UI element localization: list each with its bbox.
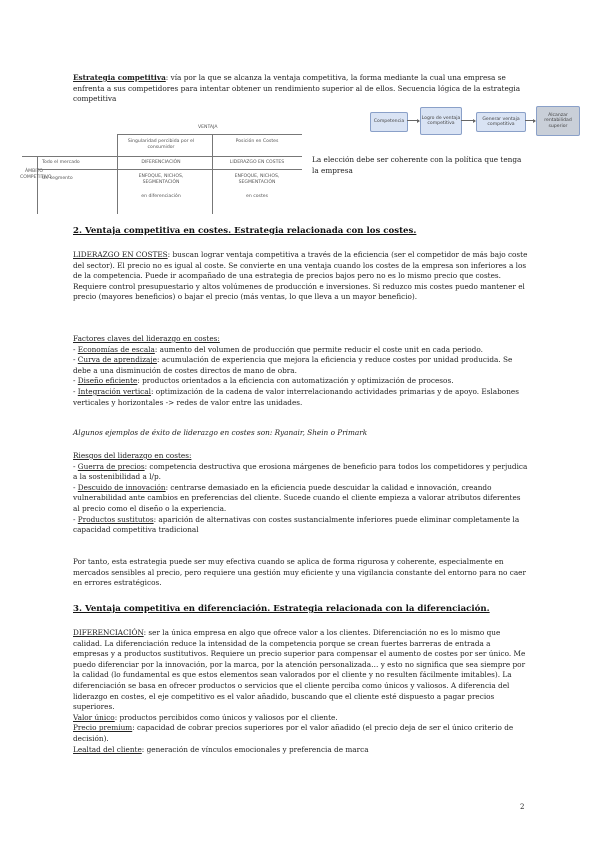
list-item: - Descuido de innovación: centrarse demasiado en la eficiencia puede descuidar la calidad e innovación, creando vulnerabilidad ante cambios en preferencias del cliente. Sucede cuando el cliente empieza a valorar atributos diferentes al precio como el diseño o la experiencia. (73, 482, 521, 513)
factor-text: : acumulación de experiencia que mejora la eficiencia y reduce costes por unidad producida. Se debe a una disminución de costes directos de mano de obra. (73, 355, 513, 375)
diagram-arrow-icon (407, 120, 419, 121)
competitive-strategy-table (22, 122, 302, 217)
list-item: - Economías de escala: aumento del volumen de producción que permite reducir el coste unit en cada periodo. (73, 344, 483, 354)
section2-lead (73, 250, 528, 303)
risk-text: : centrarse demasiado en la eficiencia puede descuidar la calidad e innovación, creando vulnerabilidad ante cambios en preferencias del cliente. Sucede cuando el cliente empieza a valorar atributos diferentes al precio como el diseño o la experiencia. (73, 482, 521, 513)
list-item: - Integración vertical: optimización de la cadena de valor interrelacionando actividades primarias y de apoyo. Eslabones verticales y horizontales -> redes de valor entre las unidades. (73, 386, 519, 407)
section2-conclusion: Por tanto, esta estrategia puede ser muy efectiva cuando se aplica de forma rigurosa y coherente, especialmente en mercados sensibles al precio, pero requiere una gestión muy eficiente y una vigilancia constante del entorno para no caer en errores estratégicos. (73, 557, 526, 588)
list-item (73, 723, 528, 744)
risk-text: : aparición de alternativas con costes sustancialmente inferiores puede eliminar completamente la capacidad competitiva tradicional (73, 514, 520, 535)
risk-term: Descuido de innovación (77, 482, 166, 492)
item-text: : generación de vínculos emocionales y preferencia de marca (141, 744, 369, 754)
diagram-arrow-icon (461, 120, 475, 121)
table-row-axis: ÁMBITO COMPETITIVO (20, 169, 52, 180)
list-item: - Guerra de precios: competencia destructiva que erosiona márgenes de beneficio para todos los competidores y perjudica a la sostenibilidad a l/p. (73, 461, 528, 482)
examples-line: Algunos ejemplos de éxito de liderazgo en costes son: Ryanair, Shein o Primark (73, 428, 368, 437)
risk-term: Guerra de precios (77, 461, 145, 471)
section3-lead-term: DIFERENCIACIÓN (73, 628, 144, 637)
factor-text: : productos orientados a la eficiencia con automatización y optimización de procesos. (137, 376, 454, 386)
strategy-sequence-diagram (362, 106, 582, 136)
table-row2-c1: ENFOQUE, NICHOS, SEGMENTACIÓN (138, 174, 184, 185)
table-row2-c2: ENFOQUE, NICHOS, SEGMENTACIÓN (234, 174, 280, 185)
factor-term: Economías de escala (77, 344, 155, 354)
list-item: - Diseño eficiente: productos orientados a la eficiencia con automatización y optimización de procesos. (73, 376, 454, 386)
table-row3-c2: en costes (246, 194, 268, 199)
factor-text: : aumento del volumen de producción que permite reducir el coste unit en cada periodo. (154, 344, 483, 354)
diagram-box-1: Competencia (370, 112, 408, 132)
factor-term: Integración vertical (77, 386, 151, 396)
item-text: : productos percibidos como únicos y valiosos por el cliente. (114, 712, 338, 722)
section3-lead-text: : ser la única empresa en algo que ofrece valor a los clientes. Diferenciación no es lo mismo que calidad. La diferenciación reduce la intensidad de la competencia porque se crean fuertes barreras de entrada a empresas y a productos sustitutivos. Requiere un precio superior para compensar el aumento de costes por ser único. Me puedo diferenciar por la innovación, por la marca, por la atención personalizada… y esto no significa que sea siempre por la calidad (lo fundamental es que estos elementos sean valorados por el cliente y no resulten fácilmente imitables). La diferenciación se basa en ofrecer productos o servicios que el cliente perciba como únicos y valiosos. A diferencia del liderazgo en costes, el eje competitivo es el valor añadido, buscando que el cliente esté dispuesto a pagar precios superiores. (73, 628, 526, 712)
diagram-arrow-icon (525, 120, 535, 121)
page-number: 2 (520, 803, 525, 811)
risk-text: : competencia destructiva que erosiona márgenes de beneficio para todos los competidores y perjudica a la sostenibilidad a l/p. (73, 461, 528, 482)
table-row1-label: Todo el mercado (42, 160, 80, 165)
item-text: : capacidad de cobrar precios superiores por el valor añadido (el precio deja de ser el único criterio de decisión). (73, 723, 514, 743)
table-col2: Posición en Costes (235, 139, 279, 144)
section3-lead (73, 628, 528, 755)
table-row1-c2: LIDERAZGO EN COSTES (229, 160, 285, 165)
diagram-box-4: Alcanzar rentabilidad superior (536, 106, 580, 136)
diagram-box-3: Generar ventaja competitiva (476, 112, 526, 132)
section3-title: 3. Ventaja competitiva en diferenciación. Estrategia relacionada con la diferenciación. (73, 604, 490, 614)
factors-title: Factores claves del liderazgo en costes: (73, 334, 220, 343)
section2-lead-term: LIDERAZGO EN COSTES (73, 250, 168, 259)
risks-block (73, 451, 528, 536)
factors-block (73, 334, 528, 408)
table-row1-c1: DIFERENCIACIÓN (141, 160, 181, 165)
table-header-top: VENTAJA (198, 125, 218, 130)
intro-paragraph (73, 73, 528, 105)
list-item: - Curva de aprendizaje: acumulación de experiencia que mejora la eficiencia y reduce costes por unidad producida. Se debe a una disminución de costes directos de mano de obra. (73, 355, 513, 375)
list-item (73, 713, 528, 724)
factor-term: Curva de aprendizaje (77, 355, 157, 365)
section2-title: 2. Ventaja competitiva en costes. Estrategia relacionada con los costes. (73, 226, 417, 236)
diagram-box-2: Logro de ventaja competitiva (420, 107, 462, 135)
table-row2-label: Un segmento (42, 176, 73, 181)
section2-lead-text: : buscan lograr ventaja competitiva a través de la eficiencia (ser el competidor de más bajo coste del sector). El precio no es igual al coste. Se convierte en una ventaja cuando los costes de la empresa son inferiores a los de la competencia. Puede ir acompañado de una estrategia de precios bajos pero no es lo mismo precio que costes. Requiere control presupuestario y altos volúmenes de producción e inversiones. Si reduzco mis costes puedo mantener el precio (mayores beneficios) o bajar el precio (más ventas, lo que lleva a un mayor beneficio). (73, 250, 528, 302)
table-col1: Singularidad percibida por el consumidor (127, 139, 195, 150)
risks-title: Riesgos del liderazgo en costes: (73, 451, 192, 460)
item-term: Valor único (73, 712, 115, 722)
coherence-note: La elección debe ser coherente con la política que tenga la empresa (312, 155, 522, 175)
list-item (73, 745, 528, 756)
intro-text: : vía por la que se alcanza la ventaja competitiva, la forma mediante la cual una empresa se enfrenta a sus competidores para intentar obtener un rendimiento superior al de ellos. Secuencia lógica de la estrategia competitiva (73, 73, 521, 104)
table-row3-c1: en diferenciación (141, 194, 181, 199)
item-term: Precio premium (73, 723, 133, 733)
list-item: - Productos sustitutos: aparición de alternativas con costes sustancialmente inferiores puede eliminar completamente la capacidad competitiva tradicional (73, 514, 520, 535)
factor-term: Diseño eficiente (77, 376, 138, 386)
factor-text: : optimización de la cadena de valor interrelacionando actividades primarias y de apoyo. Eslabones verticales y horizontales -> redes de valor entre las unidades. (73, 386, 519, 407)
intro-term: Estrategia competitiva (73, 73, 166, 82)
item-term: Lealtad del cliente (73, 744, 142, 754)
risk-term: Productos sustitutos (77, 514, 154, 524)
